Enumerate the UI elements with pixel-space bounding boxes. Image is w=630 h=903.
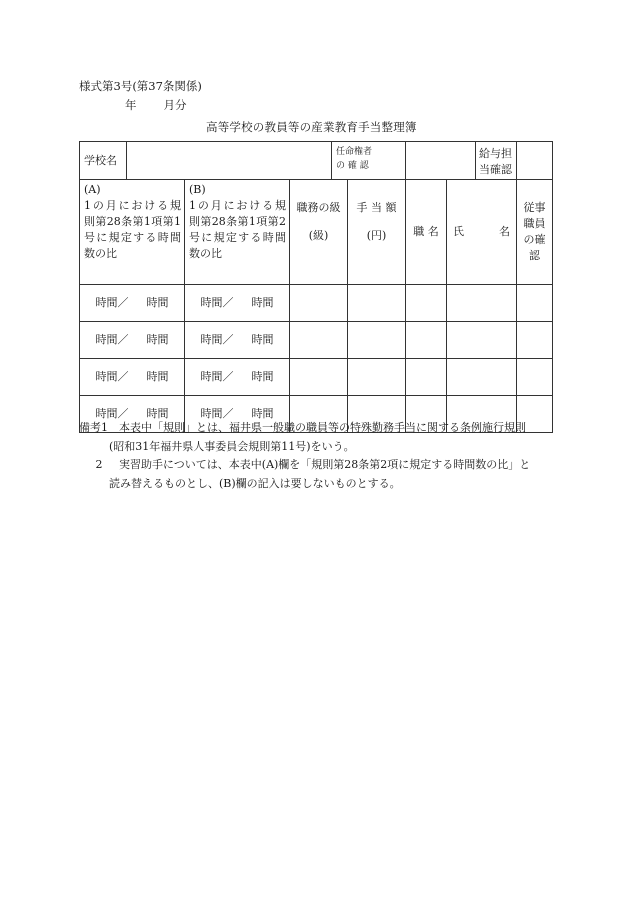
grade-cell[interactable] — [290, 359, 348, 396]
amount-label: 手 当 額 — [356, 201, 397, 214]
staff-confirm-header — [517, 180, 553, 285]
position-cell[interactable] — [406, 285, 447, 322]
position-label: 職 名 — [413, 225, 439, 239]
grade-unit: (級) — [308, 228, 329, 242]
note-2-text-b: 読み替えるものとし、(B)欄の記入は要しないものとする。 — [109, 476, 401, 490]
table-row — [80, 359, 553, 396]
name-cell[interactable] — [447, 285, 517, 322]
register-table — [79, 141, 553, 433]
note-1-label: 備考1 — [79, 421, 108, 434]
column-a-cell[interactable] — [80, 359, 185, 396]
staff-confirm-line4: 認 — [529, 248, 540, 262]
grade-label: 職務の級 — [296, 201, 341, 214]
note-1-text-b: (昭和31年福井県人事委員会規則第11号)をいう。 — [109, 439, 355, 453]
column-a-line3: 号に規定する時間 — [84, 230, 181, 244]
column-a-cell[interactable] — [80, 285, 185, 322]
column-a-mark: (A) — [84, 183, 101, 196]
column-b-cell[interactable] — [185, 285, 290, 322]
hours-label: 時間／ — [200, 370, 234, 384]
note-2 — [79, 456, 559, 475]
position-cell[interactable] — [406, 359, 447, 396]
column-a-line4: 数の比 — [84, 246, 117, 260]
notes-section — [79, 419, 559, 493]
position-header — [406, 180, 447, 285]
hours-end-label: 時間 — [251, 370, 274, 384]
school-name-cell[interactable] — [80, 142, 406, 180]
column-a-cell[interactable] — [80, 322, 185, 359]
column-b-line3: 号に規定する時間 — [189, 230, 286, 244]
note-2-text-a: 実習助手については、本表中(A)欄を「規則第28条第2項に規定する時間数の比」と — [119, 458, 531, 471]
note-2-label: 2 — [95, 458, 103, 471]
name-cell[interactable] — [447, 359, 517, 396]
name-label-1: 氏 — [453, 225, 464, 239]
column-a-line2: 則第28条第1項第1 — [84, 214, 181, 228]
salary-confirm-cell[interactable] — [517, 142, 553, 180]
staff-confirm-line3: の確 — [523, 233, 546, 246]
grade-header — [290, 180, 348, 285]
amount-cell[interactable] — [348, 285, 406, 322]
table-row — [80, 322, 553, 359]
year-label: 年 — [125, 98, 137, 112]
position-cell[interactable] — [406, 322, 447, 359]
table-row — [80, 285, 553, 322]
column-b-line2: 則第28条第1項第2 — [189, 214, 286, 228]
amount-header — [348, 180, 406, 285]
month-label: 月分 — [163, 98, 187, 112]
name-cell[interactable] — [447, 322, 517, 359]
hours-end-label: 時間 — [146, 407, 169, 421]
hours-end-label: 時間 — [251, 296, 274, 310]
salary-confirm-label-1: 給与担 — [479, 147, 512, 160]
column-b-cell[interactable] — [185, 359, 290, 396]
column-b-line1: 1の月における規 — [189, 198, 286, 212]
hours-label: 時間／ — [95, 333, 129, 347]
header-row-school — [80, 142, 553, 180]
hours-label: 時間／ — [95, 407, 129, 421]
hours-label: 時間／ — [200, 407, 234, 421]
column-a-line1: 1の月における規 — [84, 198, 181, 212]
staff-confirm-line2: 職員 — [523, 217, 546, 231]
name-label-2: 名 — [499, 225, 510, 239]
hours-end-label: 時間 — [146, 296, 169, 310]
hours-label: 時間／ — [200, 333, 234, 347]
header-row-columns — [80, 180, 553, 285]
page-title: 高等学校の教員等の産業教育手当整理簿 — [206, 120, 417, 134]
school-name-label: 学校名 — [84, 154, 117, 167]
column-b-cell[interactable] — [185, 322, 290, 359]
column-b-line4: 数の比 — [189, 246, 222, 260]
note-1-text-a: 本表中「規則」とは、福井県一般職の職員等の特殊勤務手当に関する条例施行規則 — [119, 421, 526, 434]
staff-confirm-cell[interactable] — [517, 322, 553, 359]
hours-label: 時間／ — [95, 296, 129, 310]
hours-end-label: 時間 — [251, 407, 274, 421]
amount-cell[interactable] — [348, 359, 406, 396]
hours-end-label: 時間 — [251, 333, 274, 347]
note-1 — [79, 419, 559, 438]
column-b-mark: (B) — [189, 183, 206, 196]
year-month-line — [125, 97, 187, 113]
staff-confirm-cell[interactable] — [517, 285, 553, 322]
staff-confirm-line1: 従事 — [523, 201, 546, 215]
appointer-confirm-label-2: の 確 認 — [336, 160, 369, 171]
hours-end-label: 時間 — [146, 370, 169, 384]
amount-unit: (円) — [366, 228, 387, 242]
form-number: 様式第3号(第37条関係) — [79, 79, 202, 93]
grade-cell[interactable] — [290, 322, 348, 359]
appointer-confirm-cell[interactable] — [406, 142, 517, 180]
amount-cell[interactable] — [348, 322, 406, 359]
column-a-header — [80, 180, 185, 285]
name-header — [447, 180, 517, 285]
hours-label: 時間／ — [200, 296, 234, 310]
staff-confirm-cell[interactable] — [517, 359, 553, 396]
appointer-confirm-label-1: 任命権者 — [336, 147, 373, 157]
hours-label: 時間／ — [95, 370, 129, 384]
salary-confirm-label-2: 当確認 — [479, 162, 512, 176]
column-b-header — [185, 180, 290, 285]
hours-end-label: 時間 — [146, 333, 169, 347]
grade-cell[interactable] — [290, 285, 348, 322]
